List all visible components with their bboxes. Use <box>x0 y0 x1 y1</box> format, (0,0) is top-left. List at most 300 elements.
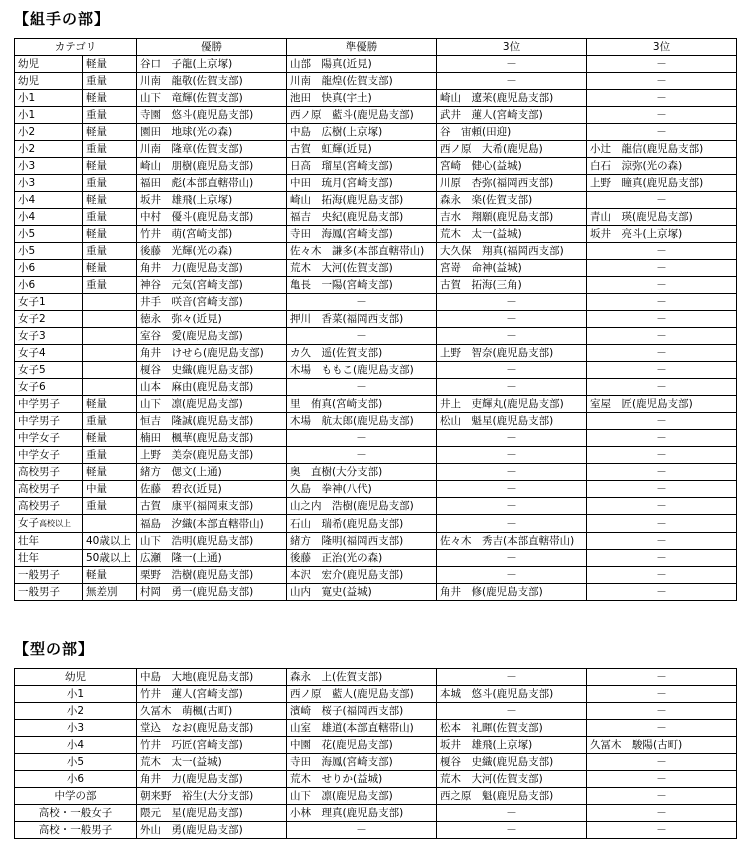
winner-cell: 村岡 勇一(鹿児島支部) <box>137 584 287 601</box>
winner-cell: 中島 大地(鹿児島支部) <box>137 669 287 686</box>
category-cell <box>15 345 83 362</box>
third-place-a-cell: 宮崎 健心(益城) <box>437 158 587 175</box>
third-place-b-cell: 小辻 龍信(鹿児島支部) <box>587 141 737 158</box>
third-place-b-cell: － <box>587 771 737 788</box>
winner-cell: 福田 彪(本部直轄帯山) <box>137 175 287 192</box>
runner-up-cell: 中園 花(鹿児島支部) <box>287 737 437 754</box>
runner-up-cell: 久島 拳神(八代) <box>287 481 437 498</box>
category-label: 幼児 <box>18 75 39 87</box>
category-cell <box>15 515 83 533</box>
category-label: 中学男子 <box>18 398 60 410</box>
third-place-a-cell: 西ノ原 大希(鹿児島) <box>437 141 587 158</box>
third-place-b-cell: － <box>587 124 737 141</box>
winner-cell: 角井 けせら(鹿児島支部) <box>137 345 287 362</box>
kumite-row <box>15 379 737 396</box>
kumite-row <box>15 311 737 328</box>
category-label: 小6 <box>18 262 36 274</box>
third-place-a-cell: － <box>437 56 587 73</box>
third-place-a-cell: 吉水 翔願(鹿児島支部) <box>437 209 587 226</box>
kumite-row <box>15 430 737 447</box>
third-place-b-cell: 室屋 匠(鹿児島支部) <box>587 396 737 413</box>
category-cell <box>15 328 83 345</box>
winner-cell: 角井 力(鹿児島支部) <box>137 771 287 788</box>
category-cell <box>15 379 83 396</box>
third-place-a-cell: － <box>437 515 587 533</box>
third-place-b-cell: － <box>587 481 737 498</box>
runner-up-cell: 山下 凛(鹿児島支部) <box>287 788 437 805</box>
runner-up-cell: 亀長 一陽(宮崎支部) <box>287 277 437 294</box>
runner-up-cell: 押川 香菜(福岡西支部) <box>287 311 437 328</box>
weight-class-cell: 軽量 <box>83 396 137 413</box>
category-cell: 小5 <box>15 754 137 771</box>
kata-row <box>15 754 737 771</box>
category-label: 一般男子 <box>18 586 60 598</box>
category-label: 小5 <box>18 245 36 257</box>
third-place-a-cell: 荒木 大河(佐賀支部) <box>437 771 587 788</box>
header-runner-up: 準優勝 <box>287 39 437 56</box>
winner-cell: 外山 勇(鹿児島支部) <box>137 822 287 839</box>
runner-up-cell: 中島 広樹(上京塚) <box>287 124 437 141</box>
third-place-a-cell: 川原 杏弥(福岡西支部) <box>437 175 587 192</box>
runner-up-cell: 寺田 海鳳(宮崎支部) <box>287 754 437 771</box>
header-third-place-b: 3位 <box>587 39 737 56</box>
category-label: 一般男子 <box>18 569 60 581</box>
category-cell <box>15 447 83 464</box>
category-cell <box>15 396 83 413</box>
weight-class-cell <box>83 294 137 311</box>
third-place-a-cell: 大久保 翔真(福岡西支部) <box>437 243 587 260</box>
weight-class-cell: 中量 <box>83 481 137 498</box>
third-place-a-cell: 古賀 拓海(三角) <box>437 277 587 294</box>
third-place-b-cell: 久冨木 駿陽(古町) <box>587 737 737 754</box>
category-cell: 高校・一般男子 <box>15 822 137 839</box>
category-cell <box>15 56 83 73</box>
third-place-a-cell: － <box>437 550 587 567</box>
winner-cell: 川南 隆章(佐賀支部) <box>137 141 287 158</box>
category-label: 女子3 <box>18 330 46 342</box>
third-place-b-cell: － <box>587 413 737 430</box>
weight-class-cell: 軽量 <box>83 124 137 141</box>
winner-cell: 中村 優斗(鹿児島支部) <box>137 209 287 226</box>
runner-up-cell: 木場 ももこ(鹿児島支部) <box>287 362 437 379</box>
category-label: 幼児 <box>18 58 39 70</box>
weight-class-cell: 軽量 <box>83 192 137 209</box>
kumite-row <box>15 345 737 362</box>
weight-class-cell: 軽量 <box>83 567 137 584</box>
category-cell <box>15 584 83 601</box>
third-place-b-cell: 坂井 亮斗(上京塚) <box>587 226 737 243</box>
kumite-row <box>15 328 737 345</box>
category-cell <box>15 498 83 515</box>
third-place-a-cell: － <box>437 481 587 498</box>
weight-class-cell <box>83 311 137 328</box>
kumite-row <box>15 464 737 481</box>
winner-cell: 竹井 萌(宮崎支部) <box>137 226 287 243</box>
kata-row <box>15 703 737 720</box>
weight-class-cell: 無差別 <box>83 584 137 601</box>
winner-cell: 室谷 愛(鹿児島支部) <box>137 328 287 345</box>
winner-cell: 後藤 光輝(光の森) <box>137 243 287 260</box>
third-place-a-cell: 本城 悠斗(鹿児島支部) <box>437 686 587 703</box>
category-label: 女子4 <box>18 347 46 359</box>
kumite-row <box>15 260 737 277</box>
weight-class-cell: 40歳以上 <box>83 533 137 550</box>
category-label: 女子6 <box>18 381 46 393</box>
third-place-b-cell: － <box>587 567 737 584</box>
kumite-row <box>15 124 737 141</box>
winner-cell: 恒吉 隆誠(鹿児島支部) <box>137 413 287 430</box>
third-place-a-cell: 松本 礼暉(佐賀支部) <box>437 720 587 737</box>
kata-section-title: 【型の部】 <box>14 640 95 658</box>
runner-up-cell: 佐々木 謙多(本部直轄帯山) <box>287 243 437 260</box>
third-place-b-cell: － <box>587 192 737 209</box>
runner-up-cell: － <box>287 822 437 839</box>
category-cell <box>15 362 83 379</box>
third-place-a-cell: － <box>437 430 587 447</box>
runner-up-cell: 古賀 虹輝(近見) <box>287 141 437 158</box>
weight-class-cell <box>83 515 137 533</box>
kata-row <box>15 737 737 754</box>
category-label: 小6 <box>18 279 36 291</box>
kumite-row <box>15 481 737 498</box>
category-cell: 小3 <box>15 720 137 737</box>
third-place-a-cell: 上野 智奈(鹿児島支部) <box>437 345 587 362</box>
kumite-row <box>15 90 737 107</box>
third-place-a-cell: － <box>437 464 587 481</box>
category-label: 中学女子 <box>18 449 60 461</box>
category-cell: 小6 <box>15 771 137 788</box>
winner-cell: 山本 麻由(鹿児島支部) <box>137 379 287 396</box>
third-place-b-cell: － <box>587 243 737 260</box>
winner-cell: 山下 竜輝(佐賀支部) <box>137 90 287 107</box>
weight-class-cell: 重量 <box>83 413 137 430</box>
runner-up-cell: 山室 雄道(本部直轄帯山) <box>287 720 437 737</box>
weight-class-cell: 重量 <box>83 141 137 158</box>
third-place-b-cell: 白石 涼弥(光の森) <box>587 158 737 175</box>
runner-up-cell: 木場 航太郎(鹿児島支部) <box>287 413 437 430</box>
third-place-b-cell: － <box>587 328 737 345</box>
category-label: 中学女子 <box>18 432 60 444</box>
winner-cell: 久冨木 萌楓(古町) <box>137 703 287 720</box>
runner-up-cell: 森永 上(佐賀支部) <box>287 669 437 686</box>
kumite-row <box>15 294 737 311</box>
kata-row <box>15 805 737 822</box>
category-cell <box>15 277 83 294</box>
category-cell: 小1 <box>15 686 137 703</box>
winner-cell: 栗野 浩樹(鹿児島支部) <box>137 567 287 584</box>
runner-up-cell: 山内 寛史(益城) <box>287 584 437 601</box>
category-label: 小1 <box>18 92 36 104</box>
runner-up-cell: 山之内 浩樹(鹿児島支部) <box>287 498 437 515</box>
third-place-b-cell: － <box>587 345 737 362</box>
kumite-row <box>15 515 737 533</box>
category-label: 女子2 <box>18 313 46 325</box>
third-place-a-cell: 宮嵜 命神(益城) <box>437 260 587 277</box>
third-place-b-cell: － <box>587 56 737 73</box>
category-label: 小3 <box>18 177 36 189</box>
winner-cell: 山下 浩明(鹿児島支部) <box>137 533 287 550</box>
runner-up-cell: － <box>287 328 437 345</box>
runner-up-cell: － <box>287 447 437 464</box>
third-place-b-cell: － <box>587 533 737 550</box>
runner-up-cell: 福吉 央紀(鹿児島支部) <box>287 209 437 226</box>
runner-up-cell: 川南 龍煌(佐賀支部) <box>287 73 437 90</box>
third-place-a-cell: － <box>437 567 587 584</box>
kumite-row <box>15 158 737 175</box>
third-place-a-cell: － <box>437 379 587 396</box>
kata-results-table <box>14 668 737 839</box>
winner-cell: 井手 咲音(宮崎支部) <box>137 294 287 311</box>
third-place-b-cell: － <box>587 822 737 839</box>
runner-up-cell: 荒木 大河(佐賀支部) <box>287 260 437 277</box>
winner-cell: 坂井 雄飛(上京塚) <box>137 192 287 209</box>
third-place-b-cell: － <box>587 362 737 379</box>
third-place-a-cell: － <box>437 822 587 839</box>
category-cell <box>15 90 83 107</box>
kumite-row <box>15 277 737 294</box>
category-cell <box>15 73 83 90</box>
header-winner: 優勝 <box>137 39 287 56</box>
third-place-b-cell: － <box>587 754 737 771</box>
winner-cell: 榎谷 史織(鹿児島支部) <box>137 362 287 379</box>
winner-cell: 古賀 康平(福岡東支部) <box>137 498 287 515</box>
runner-up-cell: 中田 琉月(宮崎支部) <box>287 175 437 192</box>
category-cell: 中学の部 <box>15 788 137 805</box>
winner-cell: 谷口 子龍(上京塚) <box>137 56 287 73</box>
weight-class-cell: 軽量 <box>83 226 137 243</box>
runner-up-cell: 濱崎 桜子(福岡西支部) <box>287 703 437 720</box>
weight-class-cell: 軽量 <box>83 260 137 277</box>
header-third-place-a: 3位 <box>437 39 587 56</box>
kumite-row <box>15 396 737 413</box>
kumite-row <box>15 413 737 430</box>
third-place-a-cell: 井上 吏輝丸(鹿児島支部) <box>437 396 587 413</box>
weight-class-cell: 重量 <box>83 175 137 192</box>
third-place-a-cell: － <box>437 328 587 345</box>
winner-cell: 寺園 悠斗(鹿児島支部) <box>137 107 287 124</box>
category-label: 小5 <box>18 228 36 240</box>
runner-up-cell: 池田 快真(宇土) <box>287 90 437 107</box>
winner-cell: 広瀬 隆一(上通) <box>137 550 287 567</box>
third-place-b-cell: － <box>587 379 737 396</box>
third-place-b-cell: － <box>587 464 737 481</box>
category-cell <box>15 550 83 567</box>
third-place-a-cell: － <box>437 447 587 464</box>
kata-row <box>15 771 737 788</box>
third-place-b-cell: － <box>587 703 737 720</box>
runner-up-cell: 小林 理真(鹿児島支部) <box>287 805 437 822</box>
third-place-a-cell: 坂井 雄飛(上京塚) <box>437 737 587 754</box>
category-label: 小2 <box>18 126 36 138</box>
category-cell <box>15 567 83 584</box>
winner-cell: 山下 凛(鹿児島支部) <box>137 396 287 413</box>
weight-class-cell: 重量 <box>83 277 137 294</box>
weight-class-cell: 重量 <box>83 243 137 260</box>
category-label: 女子 <box>18 517 39 529</box>
category-cell <box>15 464 83 481</box>
runner-up-cell: 崎山 拓海(鹿児島支部) <box>287 192 437 209</box>
third-place-b-cell: － <box>587 430 737 447</box>
kumite-section-title: 【組手の部】 <box>14 10 111 28</box>
kata-row <box>15 720 737 737</box>
kumite-row <box>15 550 737 567</box>
third-place-b-cell: － <box>587 294 737 311</box>
third-place-b-cell: － <box>587 515 737 533</box>
winner-cell: 隈元 星(鹿児島支部) <box>137 805 287 822</box>
runner-up-cell: カ久 遥(佐賀支部) <box>287 345 437 362</box>
kumite-row <box>15 533 737 550</box>
kumite-row <box>15 141 737 158</box>
category-label: 中学男子 <box>18 415 60 427</box>
category-cell: 小4 <box>15 737 137 754</box>
category-label: 壮年 <box>18 552 39 564</box>
weight-class-cell: 重量 <box>83 107 137 124</box>
category-label: 高校男子 <box>18 466 60 478</box>
winner-cell: 緒方 偲文(上通) <box>137 464 287 481</box>
third-place-a-cell: 荒木 太一(益城) <box>437 226 587 243</box>
third-place-b-cell: 青山 瑛(鹿児島支部) <box>587 209 737 226</box>
winner-cell: 竹井 蓮人(宮崎支部) <box>137 686 287 703</box>
category-cell <box>15 243 83 260</box>
third-place-b-cell: 上野 瞳真(鹿児島支部) <box>587 175 737 192</box>
third-place-a-cell: 松山 魁星(鹿児島支部) <box>437 413 587 430</box>
third-place-a-cell: － <box>437 73 587 90</box>
runner-up-cell: 本沢 宏介(鹿児島支部) <box>287 567 437 584</box>
runner-up-cell: － <box>287 379 437 396</box>
category-label: 女子1 <box>18 296 46 308</box>
category-cell <box>15 158 83 175</box>
category-cell <box>15 175 83 192</box>
third-place-b-cell: － <box>587 447 737 464</box>
runner-up-cell: 荒木 せりか(益城) <box>287 771 437 788</box>
kumite-row <box>15 498 737 515</box>
category-cell <box>15 209 83 226</box>
kumite-row <box>15 243 737 260</box>
third-place-b-cell: － <box>587 584 737 601</box>
runner-up-cell: 西ノ原 藍人(鹿児島支部) <box>287 686 437 703</box>
kumite-row <box>15 567 737 584</box>
winner-cell: 園田 地球(光の森) <box>137 124 287 141</box>
third-place-a-cell: － <box>437 805 587 822</box>
weight-class-cell: 重量 <box>83 447 137 464</box>
category-cell: 小2 <box>15 703 137 720</box>
runner-up-cell: 石山 瑞希(鹿児島支部) <box>287 515 437 533</box>
third-place-b-cell: － <box>587 669 737 686</box>
kumite-results-table <box>14 38 737 601</box>
runner-up-cell: － <box>287 294 437 311</box>
weight-class-cell <box>83 345 137 362</box>
third-place-a-cell: 西之原 魁(鹿児島支部) <box>437 788 587 805</box>
third-place-b-cell: － <box>587 720 737 737</box>
runner-up-cell: 西ノ原 藍斗(鹿児島支部) <box>287 107 437 124</box>
weight-class-cell: 軽量 <box>83 464 137 481</box>
weight-class-cell <box>83 328 137 345</box>
kumite-row <box>15 107 737 124</box>
third-place-a-cell: － <box>437 311 587 328</box>
category-cell <box>15 311 83 328</box>
weight-class-cell: 重量 <box>83 73 137 90</box>
winner-cell: 朝来野 裕生(大分支部) <box>137 788 287 805</box>
kumite-header-row <box>15 39 737 56</box>
kumite-row <box>15 584 737 601</box>
weight-class-cell: 軽量 <box>83 56 137 73</box>
third-place-a-cell: － <box>437 498 587 515</box>
category-cell <box>15 260 83 277</box>
category-cell <box>15 107 83 124</box>
category-cell <box>15 413 83 430</box>
runner-up-cell: 里 侑真(宮崎支部) <box>287 396 437 413</box>
kumite-row <box>15 209 737 226</box>
winner-cell: 佐藤 碧衣(近見) <box>137 481 287 498</box>
winner-cell: 竹井 巧匠(宮崎支部) <box>137 737 287 754</box>
category-sublabel: 高校以上 <box>39 519 71 528</box>
runner-up-cell: 奥 直樹(大分支部) <box>287 464 437 481</box>
third-place-a-cell: 榎谷 史織(鹿児島支部) <box>437 754 587 771</box>
runner-up-cell: 寺田 海鳳(宮崎支部) <box>287 226 437 243</box>
weight-class-cell <box>83 379 137 396</box>
category-label: 小4 <box>18 211 36 223</box>
kata-row <box>15 669 737 686</box>
kata-row <box>15 788 737 805</box>
category-cell <box>15 141 83 158</box>
third-place-a-cell: 角井 修(鹿児島支部) <box>437 584 587 601</box>
weight-class-cell: 軽量 <box>83 430 137 447</box>
third-place-b-cell: － <box>587 498 737 515</box>
third-place-b-cell: － <box>587 788 737 805</box>
kumite-row <box>15 226 737 243</box>
third-place-a-cell: 崎山 遼苿(鹿児島支部) <box>437 90 587 107</box>
weight-class-cell <box>83 362 137 379</box>
third-place-b-cell: － <box>587 550 737 567</box>
third-place-b-cell: － <box>587 805 737 822</box>
third-place-a-cell: － <box>437 703 587 720</box>
category-cell <box>15 533 83 550</box>
winner-cell: 堂込 なお(鹿児島支部) <box>137 720 287 737</box>
category-cell <box>15 124 83 141</box>
runner-up-cell: 後藤 正治(光の森) <box>287 550 437 567</box>
winner-cell: 荒木 太一(益城) <box>137 754 287 771</box>
kumite-row <box>15 447 737 464</box>
category-label: 小3 <box>18 160 36 172</box>
winner-cell: 川南 龍敬(佐賀支部) <box>137 73 287 90</box>
category-cell: 高校・一般女子 <box>15 805 137 822</box>
third-place-a-cell: － <box>437 294 587 311</box>
weight-class-cell: 軽量 <box>83 90 137 107</box>
category-cell <box>15 226 83 243</box>
category-label: 小4 <box>18 194 36 206</box>
runner-up-cell: 日高 瑠星(宮崎支部) <box>287 158 437 175</box>
runner-up-cell: － <box>287 430 437 447</box>
kata-row <box>15 686 737 703</box>
category-cell: 幼児 <box>15 669 137 686</box>
kata-row <box>15 822 737 839</box>
category-label: 高校男子 <box>18 483 60 495</box>
kumite-row <box>15 73 737 90</box>
winner-cell: 神谷 元気(宮崎支部) <box>137 277 287 294</box>
third-place-a-cell: 谷 宙頼(田迎) <box>437 124 587 141</box>
kumite-row <box>15 56 737 73</box>
winner-cell: 崎山 朋樹(鹿児島支部) <box>137 158 287 175</box>
kumite-row <box>15 175 737 192</box>
winner-cell: 楠田 楓華(鹿児島支部) <box>137 430 287 447</box>
kumite-row <box>15 362 737 379</box>
category-label: 小1 <box>18 109 36 121</box>
runner-up-cell: 山部 陽真(近見) <box>287 56 437 73</box>
winner-cell: 福島 汐織(本部直轄帯山) <box>137 515 287 533</box>
category-cell <box>15 294 83 311</box>
weight-class-cell: 50歳以上 <box>83 550 137 567</box>
winner-cell: 角井 力(鹿児島支部) <box>137 260 287 277</box>
